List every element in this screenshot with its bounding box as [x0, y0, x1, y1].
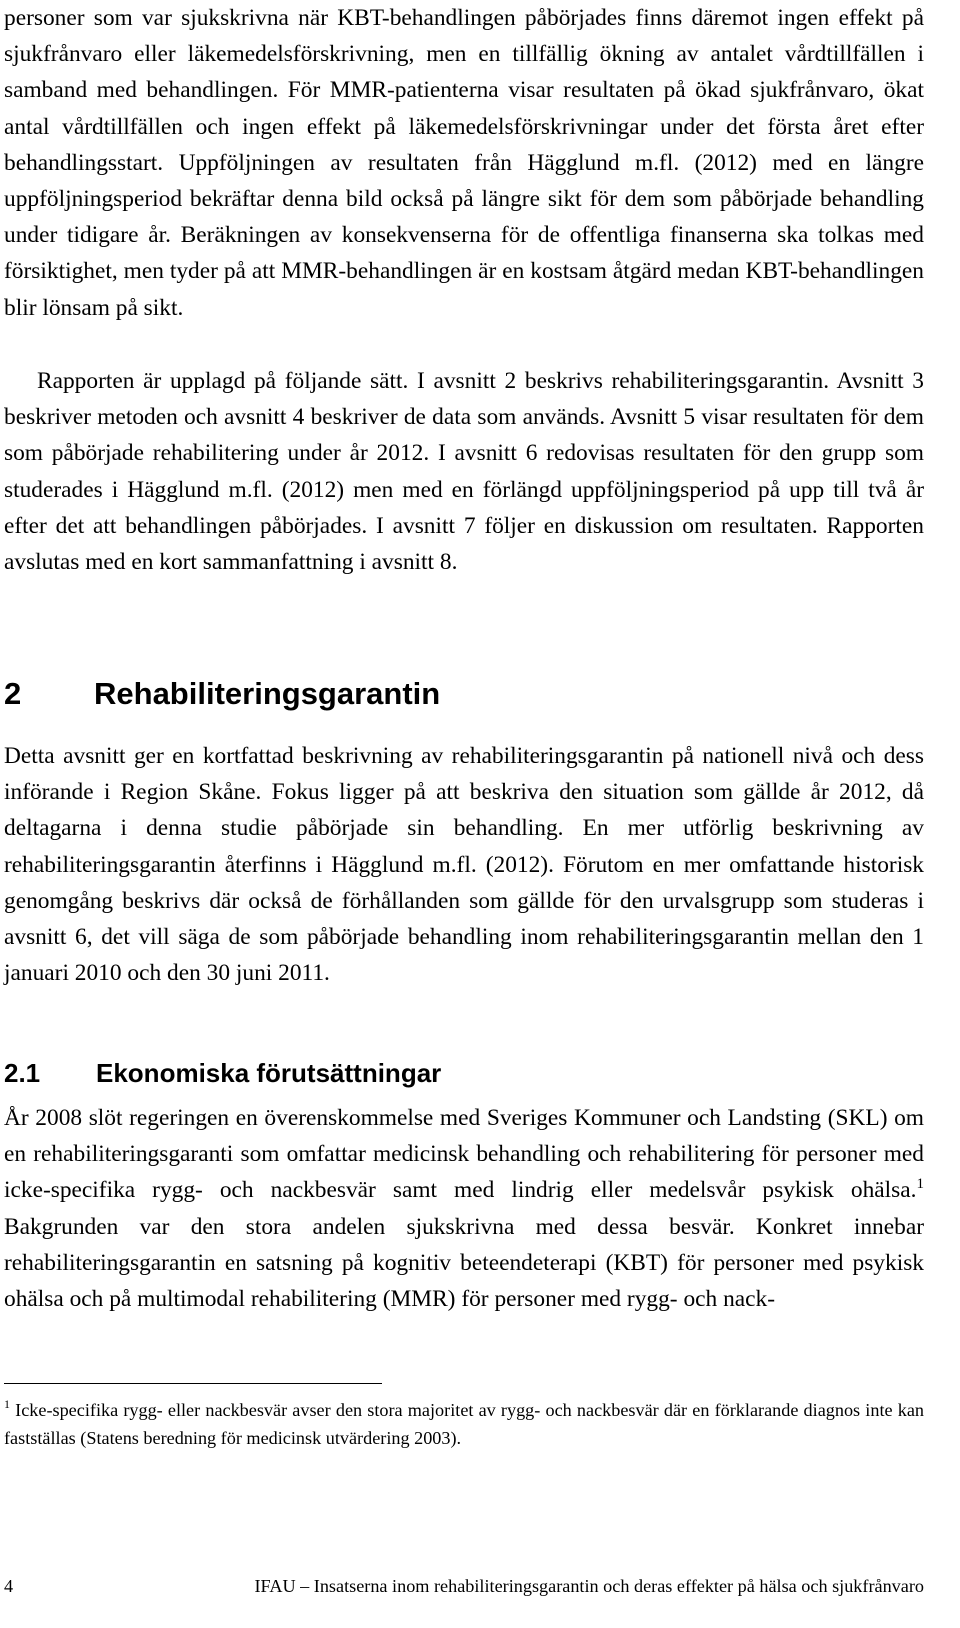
footnote	[4, 1396, 924, 1452]
subsection-number: 2.1	[4, 1058, 41, 1088]
page-footer	[4, 1572, 924, 1600]
footnote-text: Icke-specifika rygg- eller nackbesvär avser den stora majoritet av rygg- och nackbesvär där en förklarande diagnos inte kan fastställas (Statens beredning för medicinsk utvärdering 2003).	[4, 1400, 924, 1448]
subsection-heading	[4, 1058, 441, 1089]
footnote-marker: 1	[4, 1397, 10, 1411]
page-number: 4	[4, 1576, 14, 1596]
section-paragraph: Detta avsnitt ger en kortfattad beskrivning av rehabiliteringsgarantin på nationell nivå och dess införande i Region Skåne. Fokus ligger på att beskriva den situation som gällde år 2012, då deltagarna i denna studie påbörjade sin behandling. En mer utförlig beskrivning av rehabiliteringsgarantin återfinns i Hägglund m.fl. (2012). Förutom en mer omfattande historisk genomgång beskrivs där också de förhållanden som gällde för den urvalsgrupp som studeras i avsnitt 6, det vill säga de som påbörjade behandling inom rehabiliteringsgarantin mellan den 1 januari 2010 och den 30 juni 2011.	[4, 743, 924, 987]
body-paragraph: Rapporten är upplagd på följande sätt. I avsnitt 2 beskrivs rehabiliteringsgarantin. Avsnitt 3 beskriver metoden och avsnitt 4 beskriver de data som används. Avsnitt 5 visar resultaten för dem som påbörjade rehabilitering under år 2012. I avsnitt 6 redovisas resultaten för den grupp som studerades i Hägglund m.fl. (2012) men med en förlängd uppföljningsperiod på upp till två år efter det att behandlingen påbörjades. I avsnitt 7 följer en diskussion om resultaten. Rapporten avslutas med en kort sammanfattning i avsnitt 8.	[4, 368, 924, 576]
section-heading	[4, 676, 440, 712]
subsection-title: Ekonomiska förutsättningar	[96, 1058, 442, 1088]
paragraph-text: Bakgrunden var den stora andelen sjukskrivna med dessa besvär. Konkret innebar rehabiliteringsgarantin en satsning på kognitiv beteendeterapi (KBT) för personer med psykisk ohälsa och på multimodal rehabilitering (MMR) för personer med rygg- och nack-	[4, 1213, 924, 1313]
subsection-paragraph	[4, 1100, 924, 1317]
body-paragraph: personer som var sjukskrivna när KBT-behandlingen påbörjades finns däremot ingen effekt på sjukfrånvaro eller läkemedelsförskrivning, men en tillfällig ökning av antalet vårdtillfällen i samband med behandlingen. För MMR-patienterna visar resultaten på ökad sjukfrånvaro, ökat antal vårdtillfällen och ingen effekt på läkemedelsförskrivningar under det första året efter behandlingsstart. Uppföljningen av resultaten från Hägglund m.fl. (2012) med en längre uppföljningsperiod bekräftar denna bild också på längre sikt för dem som påbörjade behandling under tidigare år. Beräkningen av konsekvenserna för de offentliga finanserna ska tolkas med försiktighet, men tyder på att MMR-behandlingen är en kostsam åtgärd medan KBT-behandlingen blir lönsam på sikt.	[4, 5, 924, 321]
running-title: IFAU – Insatserna inom rehabiliteringsgarantin och deras effekter på hälsa och sjukfrånvaro	[254, 1576, 924, 1596]
section-title: Rehabiliteringsgarantin	[94, 676, 441, 711]
footnote-divider	[4, 1383, 382, 1384]
section-number: 2	[4, 676, 22, 711]
footnote-reference[interactable]: 1	[916, 1176, 924, 1193]
paragraph-text: År 2008 slöt regeringen en överenskommelse med Sveriges Kommuner och Landsting (SKL) om en rehabiliteringsgaranti som omfattar medicinsk behandling och rehabilitering för personer med icke-specifika rygg- och nackbesvär samt med lindrig eller medelsvår psykisk ohälsa.	[4, 1105, 924, 1204]
